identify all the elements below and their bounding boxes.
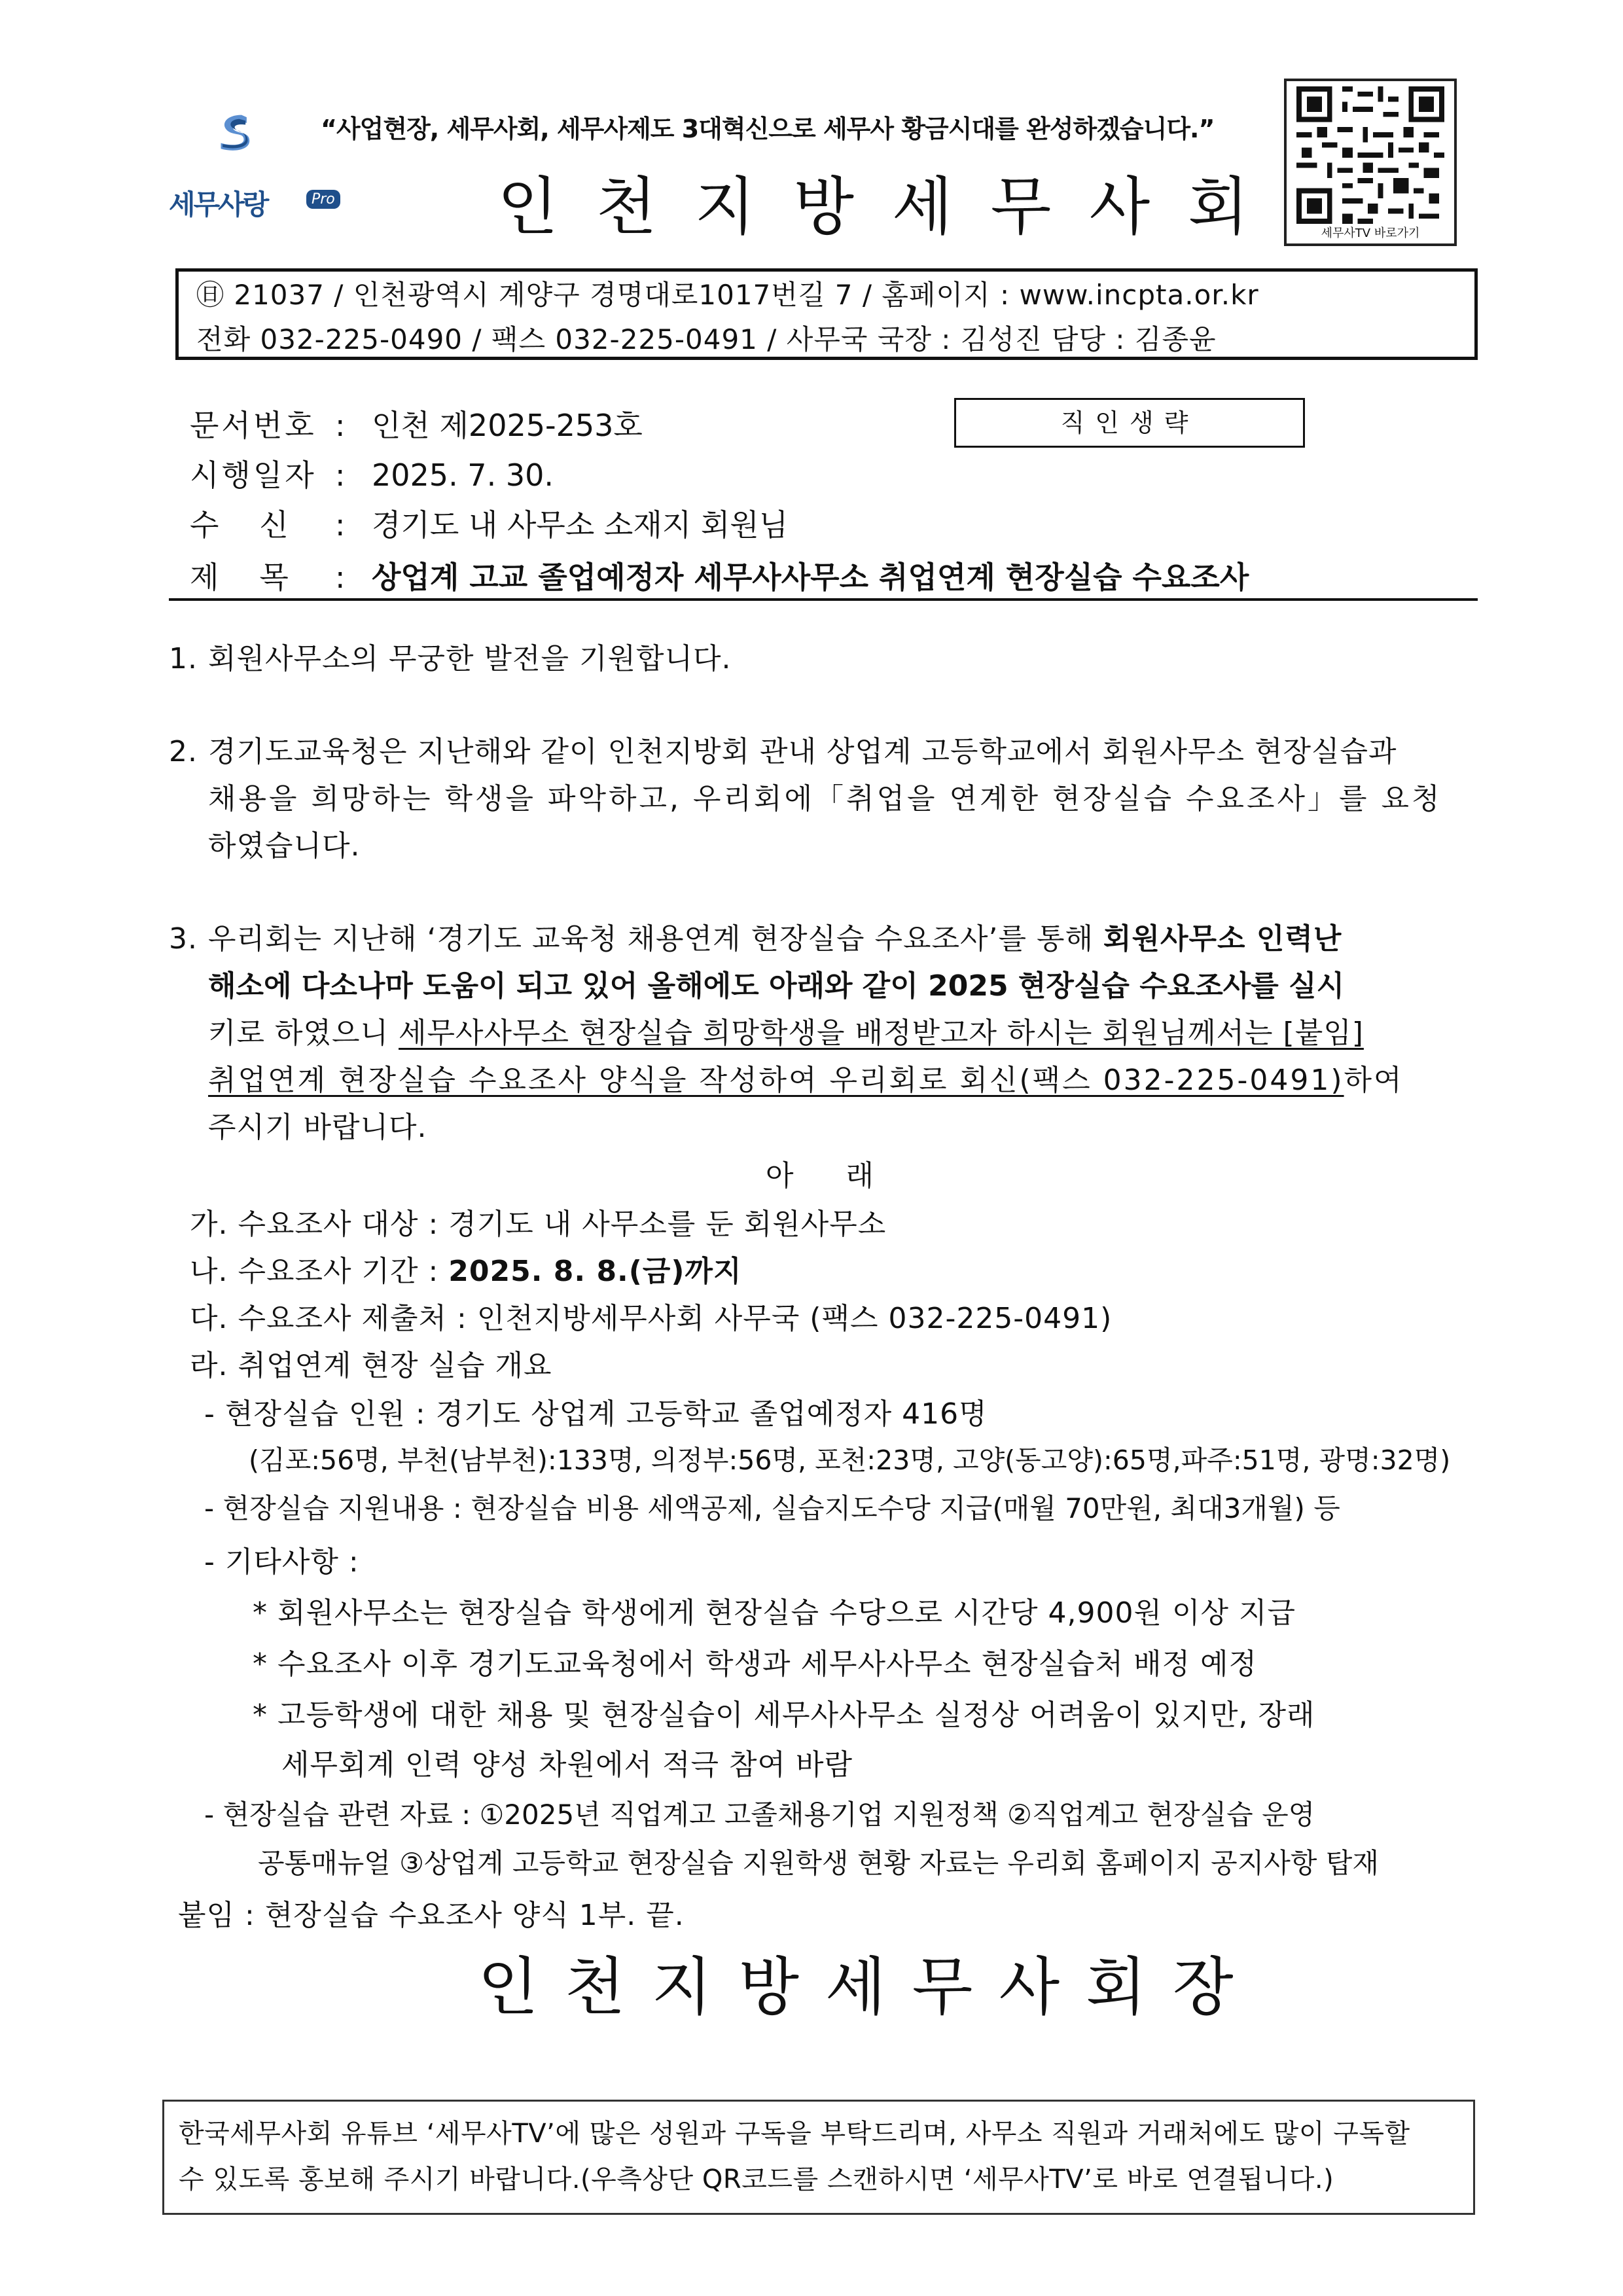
sub-item-materials: - 현장실습 관련 자료 : ①2025년 직업계고 고졸채용기업 지원정책 ②직업계고 현장실습 운영 [204,1799,1315,1831]
logo-pro-badge: Pro [306,190,340,209]
subject: 상업계 고교 졸업예정자 세무사사무소 취업연계 현장실습 수요조사 [372,560,1249,595]
qr-code-box[interactable] [1284,79,1457,246]
sub-item-other: - 기타사항 : [204,1545,359,1579]
paragraph-2-line-3: 하였습니다. [208,829,361,863]
item-ga: 가. 수요조사 대상 : 경기도 내 사무소를 둔 회원사무소 [190,1208,887,1241]
other-note-2: * 수요조사 이후 경기도교육청에서 학생과 세무사사무소 현장실습처 배정 예정 [253,1647,1258,1681]
item-da: 다. 수요조사 제출처 : 인천지방세무사회 사무국 (팩스 032-225-0491) [190,1302,1113,1335]
notice-line-1: 한국세무사회 유튜브 ‘세무사TV’에 많은 성원과 구독을 부탁드리며, 사무소 직원과 거래처에도 많이 구독할 [179,2119,1410,2149]
paragraph-3-line-3: 키로 하였으니 세무사사무소 현장실습 희망학생을 배정받고자 하시는 회원님께서는 [붙임] [208,1016,1364,1050]
logo-text: 세무사랑 [169,188,268,221]
paragraph-3: 3. 우리회는 지난해 ‘경기도 교육청 채용연계 현장실습 수요조사’를 통해 회원사무소 인력난 [169,922,1342,956]
doc-number-label: 문서번호 [190,408,317,443]
org-title: 인천지방세무사회 [497,170,1287,243]
recipient-label: 수신 [190,507,329,543]
signature: 인천지방세무사회장 [478,1950,1260,2024]
qr-caption: 세무사TV 바로가기 [1321,226,1420,240]
sub-item-support: - 현장실습 지원내용 : 현장실습 비용 세액공제, 실습지도수당 지급(매월 70만원, 최대3개월) 등 [204,1492,1340,1524]
item-ra: 라. 취업연계 현장 실습 개요 [190,1349,552,1382]
paragraph-2: 2. 경기도교육청은 지난해와 같이 인천지방회 관내 상업계 고등학교에서 회원사무소 현장실습과 [169,735,1397,768]
youtube-notice-box [162,2100,1475,2215]
other-note-3: * 고등학생에 대한 채용 및 현장실습이 세무사사무소 실정상 어려움이 있지만, 장래 [253,1698,1315,1732]
paragraph-2-line-2: 채용을 희망하는 학생을 파악하고, 우리회에「취업을 연계한 현장실습 수요조사」를 요청 [208,782,1442,816]
doc-number-row: 문서번호 : 인천 제2025-253호 [190,402,643,445]
notice-heading: 아래 [766,1159,927,1193]
other-note-3-cont: 세무회계 인력 양성 차원에서 적극 참여 바람 [281,1748,853,1782]
header-divider [169,598,1478,601]
notice-line-2: 수 있도록 홍보해 주시기 바랍니다.(우측상단 QR코드를 스캔하시면 ‘세무사TV’로 바로 연결됩니다.) [179,2164,1334,2195]
qr-code-icon [1295,86,1446,224]
logo-s-icon [209,98,301,183]
paragraph-3-line-2: 해소에 다소나마 도움이 되고 있어 올해에도 아래와 같이 2025 현장실습 수요조사를 실시 [208,969,1345,1003]
contact-line: 전화 032-225-0490 / 팩스 032-225-0491 / 사무국 국장 : 김성진 담당 : 김종윤 [196,323,1217,355]
paragraph-3-line-4: 취업연계 현장실습 수요조사 양식을 작성하여 우리회로 회신(팩스 032-225-0491)하여 [208,1064,1404,1097]
sub-item-materials-cont: 공통매뉴얼 ③상업계 고등학교 현장실습 지원학생 현황 자료는 우리회 홈페이지 공지사항 탑재 [258,1847,1379,1879]
date-row: 시행일자 : 2025. 7. 30. [190,452,554,495]
item-na: 나. 수요조사 기간 : 2025. 8. 8.(금)까지 [190,1255,742,1288]
sub-item-students: - 현장실습 인원 : 경기도 상업계 고등학교 졸업예정자 416명 [204,1397,988,1431]
date-label: 시행일자 [190,457,317,493]
recipient: 경기도 내 사무소 소재지 회원님 [372,507,789,543]
other-note-1: * 회원사무소는 현장실습 학생에게 현장실습 수당으로 시간당 4,900원 이상 지급 [253,1596,1296,1630]
seal-omitted-stamp: 직인생략 [954,398,1305,448]
recipient-row: 수신 : 경기도 내 사무소 소재지 회원님 [190,501,788,545]
slogan: “사업현장, 세무사회, 세무사제도 3대혁신으로 세무사 황금시대를 완성하겠습니다.” [321,115,1215,143]
paragraph-3-line-5: 주시기 바랍니다. [208,1111,427,1144]
subject-row: 제목 : 상업계 고교 졸업예정자 세무사사무소 취업연계 현장실습 수요조사 [190,554,1249,597]
paragraph-1: 1. 회원사무소의 무궁한 발전을 기원합니다. [169,642,732,675]
doc-number: 인천 제2025-253호 [372,408,643,443]
attachment-line: 붙임 : 현장실습 수요조사 양식 1부. 끝. [178,1899,685,1932]
date-value: 2025. 7. 30. [372,457,554,493]
sub-item-students-detail: (김포:56명, 부천(남부천):133명, 의정부:56명, 포천:23명, 고양(동고양):65명,파주:51명, 광명:32명) [249,1444,1451,1476]
subject-label: 제목 [190,560,329,595]
address-line: ㊐ 21037 / 인천광역시 계양구 경명대로1017번길 7 / 홈페이지 : www.incpta.or.kr [196,279,1259,311]
